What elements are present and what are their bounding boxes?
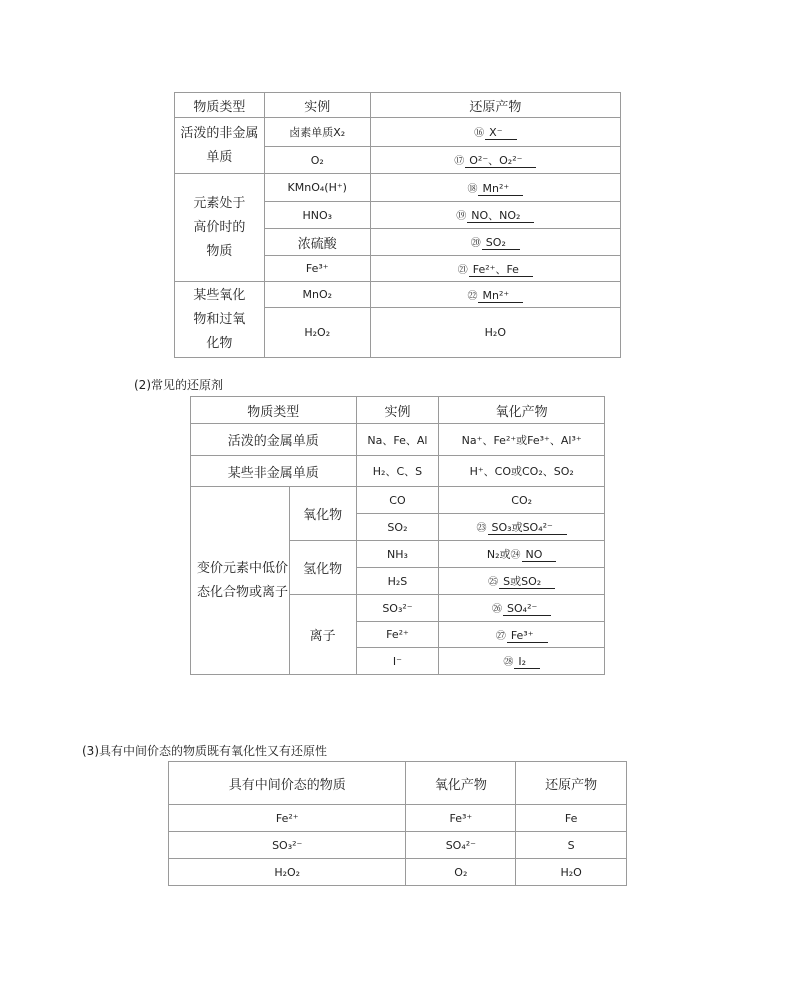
question-number: ㉕ (488, 577, 499, 588)
type-cell: 某些氧化物和过氧化物 (175, 282, 265, 358)
intermediate-valence-table (168, 761, 627, 886)
product-cell (439, 648, 605, 675)
example-cell: Fe²⁺ (356, 622, 439, 648)
product-cell (439, 541, 605, 568)
example-cell: SO₂ (356, 514, 439, 541)
example-cell: 浓硫酸 (264, 229, 370, 256)
reduction-cell: Fe (516, 805, 627, 832)
answer-blank: Mn²⁺ (478, 182, 523, 196)
answer-cell (370, 202, 620, 229)
answer-blank: X⁻ (485, 126, 516, 140)
group-label: 变价元素中低价态化合物或离子 (191, 487, 290, 675)
subgroup-label: 氧化物 (289, 487, 356, 541)
header-reduction-product: 还原产物 (370, 93, 620, 118)
answer-blank: Fe²⁺、Fe (469, 263, 533, 277)
header-type: 物质类型 (175, 93, 265, 118)
subgroup-label: 氢化物 (289, 541, 356, 595)
example-cell: CO (356, 487, 439, 514)
subgroup-label: 离子 (289, 595, 356, 675)
header-reduction-product: 还原产物 (516, 762, 627, 805)
question-number: ㉔ (510, 550, 521, 561)
answer-cell (370, 174, 620, 202)
question-number: ⑳ (470, 238, 481, 249)
oxidation-cell: SO₄²⁻ (406, 832, 516, 859)
oxidation-cell: Fe³⁺ (406, 805, 516, 832)
example-cell: Fe³⁺ (264, 256, 370, 282)
answer-blank: NO (522, 548, 557, 562)
product-cell (439, 595, 605, 622)
type-cell: 某些非金属单质 (191, 456, 357, 487)
example-cell: H₂O₂ (264, 308, 370, 358)
question-number: ⑲ (456, 211, 467, 222)
answer-blank: I₂ (514, 655, 540, 669)
header-example: 实例 (356, 397, 439, 424)
example-cell: H₂、C、S (356, 456, 439, 487)
question-number: ⑯ (474, 128, 485, 139)
product-cell: Na⁺、Fe²⁺或Fe³⁺、Al³⁺ (439, 424, 605, 456)
header-substance: 具有中间价态的物质 (169, 762, 406, 805)
example-cell: NH₃ (356, 541, 439, 568)
answer-blank: SO₃或SO₄²⁻ (488, 521, 567, 535)
table-row (169, 805, 627, 832)
answer-cell (370, 147, 620, 174)
product-cell (439, 487, 605, 514)
question-number: ⑰ (454, 156, 465, 167)
answer-blank: Fe³⁺ (507, 629, 548, 643)
answer-text: CO₂ (511, 493, 533, 507)
oxidation-cell: O₂ (406, 859, 516, 886)
example-cell: H₂S (356, 568, 439, 595)
answer-cell (370, 229, 620, 256)
answer-cell (370, 256, 620, 282)
reduction-cell: H₂O (516, 859, 627, 886)
answer-blank: O²⁻、O₂²⁻ (465, 154, 536, 168)
substance-cell: SO₃²⁻ (169, 832, 406, 859)
answer-text: H₂O (484, 326, 506, 339)
example-cell: KMnO₄(H⁺) (264, 174, 370, 202)
example-cell: I⁻ (356, 648, 439, 675)
question-number: ㉓ (476, 523, 487, 534)
type-cell: 活泼的金属单质 (191, 424, 357, 456)
product-cell (439, 514, 605, 541)
question-number: ㉒ (467, 290, 478, 302)
product-cell (439, 622, 605, 648)
header-type: 物质类型 (191, 397, 357, 424)
reductant-table (190, 396, 605, 675)
table-row (169, 859, 627, 886)
answer-blank: SO₂ (482, 236, 520, 250)
example-cell: O₂ (264, 147, 370, 174)
section3-caption: (3)具有中间价态的物质既有氧化性又有还原性 (82, 744, 327, 758)
product-cell: H⁺、CO或CO₂、SO₂ (439, 456, 605, 487)
answer-blank: S或SO₂ (499, 575, 555, 589)
answer-blank: SO₄²⁻ (503, 602, 551, 616)
answer-cell (370, 118, 620, 147)
oxidant-table (174, 92, 621, 358)
example-cell: MnO₂ (264, 282, 370, 308)
example-cell: Na、Fe、Al (356, 424, 439, 456)
question-number: ㉖ (492, 604, 503, 615)
header-oxidation-product: 氧化产物 (406, 762, 516, 805)
reduction-cell: S (516, 832, 627, 859)
type-cell: 活泼的非金属单质 (175, 118, 265, 174)
product-cell (439, 568, 605, 595)
type-cell: 元素处于高价时的物质 (175, 174, 265, 282)
answer-cell (370, 308, 620, 358)
header-oxidation-product: 氧化产物 (439, 397, 605, 424)
section2-caption: (2)常见的还原剂 (134, 378, 223, 392)
question-number: ㉘ (503, 657, 514, 668)
answer-blank: NO、NO₂ (467, 209, 534, 223)
question-number: ㉗ (495, 630, 506, 642)
table-row (169, 832, 627, 859)
substance-cell: Fe²⁺ (169, 805, 406, 832)
answer-cell (370, 282, 620, 308)
question-number: ㉑ (457, 264, 468, 276)
question-number: ⑱ (467, 183, 478, 195)
header-example: 实例 (264, 93, 370, 118)
example-cell: HNO₃ (264, 202, 370, 229)
answer-blank: Mn²⁺ (478, 289, 523, 303)
example-cell: SO₃²⁻ (356, 595, 439, 622)
example-cell: 卤素单质X₂ (264, 118, 370, 147)
answer-prefix: N₂或 (486, 548, 511, 561)
substance-cell: H₂O₂ (169, 859, 406, 886)
